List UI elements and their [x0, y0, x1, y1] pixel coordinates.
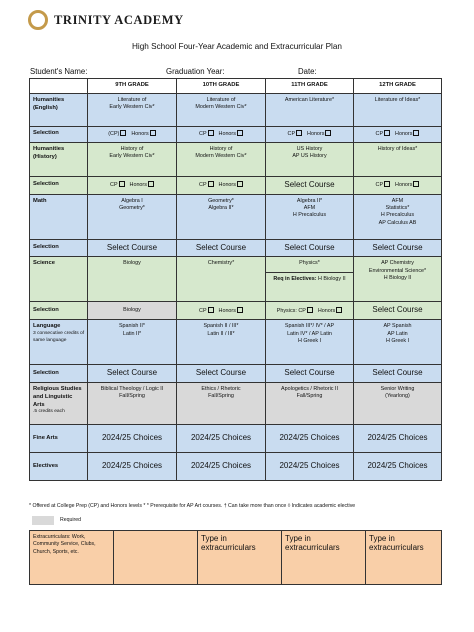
- logo-ring-icon: [28, 10, 48, 30]
- cp-checkbox[interactable]: [208, 130, 214, 136]
- course-cell: AP Spanish AP Latin H Greek I: [354, 320, 442, 365]
- row-label: Science: [30, 257, 88, 302]
- logo-text: TRINITY ACADEMY: [54, 12, 184, 27]
- row-humanities-english: [30, 93, 442, 126]
- grade-header-9: 9TH GRADE: [88, 79, 177, 94]
- honors-checkbox[interactable]: [237, 130, 243, 136]
- select-course-dropdown[interactable]: Select Course: [266, 176, 354, 194]
- row-selection-math: [30, 239, 442, 257]
- extracurricular-input[interactable]: Type in extracurriculars: [282, 531, 366, 585]
- row-selection-language: [30, 365, 442, 383]
- course-cell: Physics* Req in Electives: H Biology II: [266, 257, 354, 302]
- course-cell: Ethics / Rhetoric Fall/Spring: [177, 383, 266, 425]
- course-cell: Geometry* Algebra II*: [177, 194, 266, 239]
- choices-dropdown[interactable]: 2024/25 Choices: [177, 453, 266, 481]
- row-label: Math: [30, 194, 88, 239]
- honors-checkbox[interactable]: [148, 181, 154, 187]
- required-swatch: [32, 516, 54, 525]
- select-course-dropdown[interactable]: Select Course: [177, 239, 266, 257]
- select-course-dropdown[interactable]: Select Course: [266, 239, 354, 257]
- select-course-dropdown[interactable]: Select Course: [88, 239, 177, 257]
- footnote: * Offered at College Prep (CP) and Honors levels * * Prerequisite for AP Art courses. † Can take more than once ◊ Indicates academic elective: [29, 503, 356, 509]
- course-cell: Apologetics / Rhetoric II Fall/Spring: [266, 383, 354, 425]
- course-cell: History of Modern Western Civ*: [177, 142, 266, 176]
- course-cell: History of Ideas*: [354, 142, 442, 176]
- select-course-dropdown[interactable]: Select Course: [354, 365, 442, 383]
- row-science: [30, 257, 442, 302]
- row-label: Humanities (History): [30, 142, 88, 176]
- course-cell: AP Chemistry Environmental Science* H Biology II: [354, 257, 442, 302]
- course-cell: Spanish III*/ IV* / AP Latin IV* / AP Latin H Greek I: [266, 320, 354, 365]
- honors-checkbox[interactable]: [413, 181, 419, 187]
- course-cell: Biology: [88, 257, 177, 302]
- course-cell: Spanish II* Latin II*: [88, 320, 177, 365]
- honors-checkbox[interactable]: [325, 130, 331, 136]
- cp-checkbox[interactable]: [120, 130, 126, 136]
- choices-dropdown[interactable]: 2024/25 Choices: [88, 425, 177, 453]
- row-selection-science: [30, 302, 442, 320]
- cp-checkbox[interactable]: [208, 181, 214, 187]
- student-name-label: Student's Name:: [30, 67, 88, 76]
- row-label: Selection: [30, 239, 88, 257]
- grade-header-12: 12TH GRADE: [354, 79, 442, 94]
- choices-dropdown[interactable]: 2024/25 Choices: [266, 425, 354, 453]
- course-cell: Chemistry*: [177, 257, 266, 302]
- honors-checkbox[interactable]: [336, 307, 342, 313]
- extracurricular-input[interactable]: Type in extracurriculars: [366, 531, 442, 585]
- row-electives: [30, 453, 442, 481]
- course-cell: Literature of Ideas*: [354, 93, 442, 126]
- course-cell: Algebra II* AFM H Precalculus: [266, 194, 354, 239]
- extracurricular-input[interactable]: Type in extracurriculars: [198, 531, 282, 585]
- selection-cell: CP Honors: [177, 302, 266, 320]
- course-cell: American Literature*: [266, 93, 354, 126]
- cp-checkbox[interactable]: [384, 130, 390, 136]
- extracurriculars-label: Extracurriculars: Work, Community Service, Clubs, Church, Sports, etc.: [30, 531, 114, 585]
- row-label: Fine Arts: [30, 425, 88, 453]
- selection-cell: (CP) Honors: [88, 126, 177, 142]
- course-cell: Literature of Modern Western Civ*: [177, 93, 266, 126]
- grade-header-10: 10TH GRADE: [177, 79, 266, 94]
- row-label: Selection: [30, 302, 88, 320]
- choices-dropdown[interactable]: 2024/25 Choices: [88, 453, 177, 481]
- grade-header-11: 11TH GRADE: [266, 79, 354, 94]
- required-course-cell: Biology: [88, 302, 177, 320]
- row-label: Selection: [30, 365, 88, 383]
- selection-cell: CP Honors: [177, 126, 266, 142]
- course-cell: History of Early Western Civ*: [88, 142, 177, 176]
- selection-cell: Physics: CP Honors: [266, 302, 354, 320]
- row-label: Selection: [30, 126, 88, 142]
- extracurricular-input[interactable]: [114, 531, 198, 585]
- row-selection-english: [30, 126, 442, 142]
- selection-cell: CP Honors: [177, 176, 266, 194]
- corner-cell: [30, 79, 88, 94]
- graduation-year-label: Graduation Year:: [166, 67, 225, 76]
- course-cell: AFM Statistics* H Precalculus AP Calculus AB: [354, 194, 442, 239]
- row-religious-studies: [30, 383, 442, 425]
- select-course-dropdown[interactable]: Select Course: [177, 365, 266, 383]
- choices-dropdown[interactable]: 2024/25 Choices: [266, 453, 354, 481]
- select-course-dropdown[interactable]: Select Course: [88, 365, 177, 383]
- row-selection-history: [30, 176, 442, 194]
- honors-checkbox[interactable]: [413, 130, 419, 136]
- selection-cell: CP Honors: [354, 176, 442, 194]
- school-logo: [28, 10, 184, 30]
- row-label: Selection: [30, 176, 88, 194]
- row-label: Electives: [30, 453, 88, 481]
- extracurriculars-table: [29, 530, 442, 585]
- plan-table: [29, 78, 442, 481]
- cp-checkbox[interactable]: [307, 307, 313, 313]
- select-course-dropdown[interactable]: Select Course: [354, 302, 442, 320]
- selection-cell: CP Honors: [266, 126, 354, 142]
- page-title: High School Four-Year Academic and Extracurricular Plan: [132, 42, 342, 51]
- row-language: [30, 320, 442, 365]
- honors-checkbox[interactable]: [150, 130, 156, 136]
- honors-checkbox[interactable]: [237, 307, 243, 313]
- select-course-dropdown[interactable]: Select Course: [266, 365, 354, 383]
- course-cell: Literature of Early Western Civ*: [88, 93, 177, 126]
- honors-checkbox[interactable]: [237, 181, 243, 187]
- row-math: [30, 194, 442, 239]
- row-label: Religious Studies and Linguistic Arts .5 credits each: [30, 383, 88, 425]
- course-cell: Algebra I Geometry*: [88, 194, 177, 239]
- required-legend-label: Required: [60, 517, 82, 523]
- cp-checkbox[interactable]: [119, 181, 125, 187]
- selection-cell: CP Honors: [88, 176, 177, 194]
- row-fine-arts: [30, 425, 442, 453]
- course-cell: Spanish II / III* Latin II / III*: [177, 320, 266, 365]
- course-cell: US History AP US History: [266, 142, 354, 176]
- choices-dropdown[interactable]: 2024/25 Choices: [354, 453, 442, 481]
- row-label: Language 3 consecutive credits of same language: [30, 320, 88, 365]
- choices-dropdown[interactable]: 2024/25 Choices: [354, 425, 442, 453]
- row-label: Humanities (English): [30, 93, 88, 126]
- course-cell: Biblical Theology / Logic II Fall/Spring: [88, 383, 177, 425]
- grade-header-row: [30, 79, 442, 94]
- cp-checkbox[interactable]: [384, 181, 390, 187]
- cp-checkbox[interactable]: [296, 130, 302, 136]
- selection-cell: CP Honors: [354, 126, 442, 142]
- date-label: Date:: [298, 67, 317, 76]
- choices-dropdown[interactable]: 2024/25 Choices: [177, 425, 266, 453]
- row-humanities-history: [30, 142, 442, 176]
- select-course-dropdown[interactable]: Select Course: [354, 239, 442, 257]
- course-cell: Senior Writing (Yearlong): [354, 383, 442, 425]
- cp-checkbox[interactable]: [208, 307, 214, 313]
